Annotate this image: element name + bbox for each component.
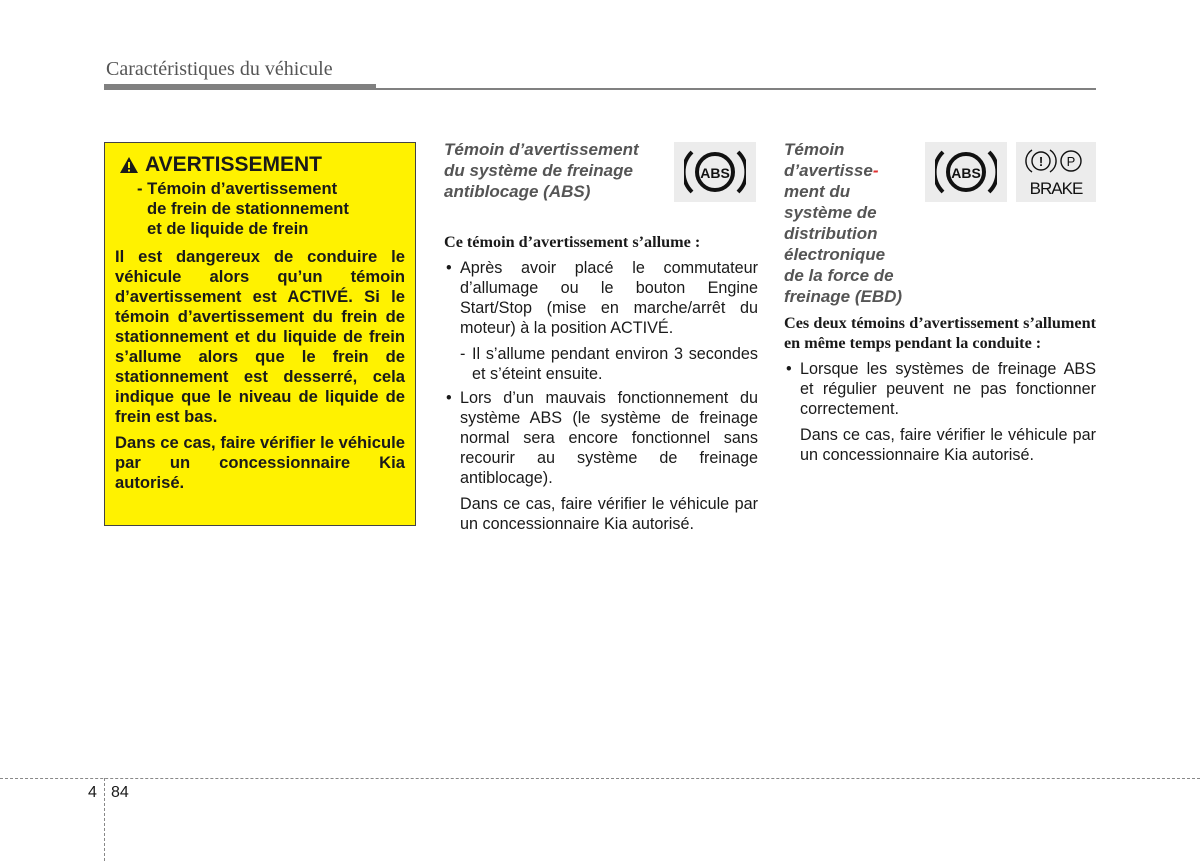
abs-warning-icon [935,146,997,198]
warning-subtitle-line: et de liquide de frein [147,219,309,238]
page-header-title: Caractéristiques du véhicule [106,58,333,80]
bullet-text: Après avoir placé le commutateur d’allumage ou le bouton Engine Start/Stop (mise en marche/arrêt du moteur) à la position ACTIVÉ. [460,259,758,337]
heading-line: distribution [784,224,878,243]
sub-bullet-text: Il s’allume pendant environ 3 secondes et s’éteint ensuite. [472,345,758,383]
header-rule-thin [376,88,1096,90]
bullet-dot: • [446,389,452,407]
brake-excl-label: ! [1038,154,1044,169]
ebd-intro: Ces deux témoins d’avertissement s’allument en même temps pendant la conduite : [784,314,1096,352]
ebd-bullet [784,359,1096,419]
abs-intro: Ce témoin d’avertissement s’allume : [444,233,701,251]
heading-line: ment du [784,182,851,201]
warning-title-text: AVERTISSEMENT [145,153,322,176]
heading-line: d’avertisse- [784,161,879,180]
heading-line: du système de freinage [444,161,633,180]
brake-label: BRAKE [1029,179,1083,198]
footer-divider [104,778,105,861]
brake-p-label: P [1066,154,1076,169]
bullet-text: Lors d’un mauvais fonctionnement du système ABS (le système de freinage normal sera encore fonctionnel sans recourir au système de freinage antiblocage). [460,389,758,487]
warning-subtitle-line: - Témoin d’avertissement [137,179,338,198]
warning-box [104,142,416,526]
abs-icon-label: ABS [951,165,981,181]
warning-triangle-icon [119,156,139,174]
heading-hyphen: - [872,161,879,180]
warning-title [119,153,405,177]
abs-warning-icon [684,146,746,198]
heading-line: électronique [784,245,886,264]
heading-line: de la force de [784,266,894,285]
dash-marker: - [460,345,466,363]
ebd-abs-icon-box [925,142,1007,202]
bullet-dot: • [786,360,792,378]
bullet-text: Lorsque les systèmes de freinage ABS et régulier peuvent ne pas fonctionner correctement. [800,360,1096,418]
heading-line: Témoin [784,140,845,159]
warning-subtitle [137,179,407,239]
warning-subtitle-line: de frein de stationnement [147,199,349,218]
header-rule-thick [104,84,376,90]
warning-paragraph: Dans ce cas, faire vérifier le véhicule par un concessionnaire Kia autorisé. [115,433,405,492]
page-section-number: 4 [88,784,97,801]
ebd-follow-text: Dans ce cas, faire vérifier le véhicule par un concessionnaire Kia autorisé. [800,426,1096,464]
brake-warning-icon [1022,144,1090,200]
brake-icon-box [1016,142,1096,202]
abs-bullet [444,258,758,338]
abs-sub-bullet [444,344,758,384]
bullet-dot: • [446,259,452,277]
heading-line: antiblocage (ABS) [444,182,591,201]
heading-line: Témoin d’avertissement [444,140,639,159]
footer-rule [0,778,1200,779]
page-number: 84 [111,784,129,801]
abs-icon-label: ABS [700,165,730,181]
warning-paragraph: Il est dangereux de conduire le véhicule alors qu’un témoin d’avertissement est ACTIVÉ. Si le témoin d’avertissement du frein de stationnement et du liquide de frein s’allume alors que le frein de stationnement est desserré, cela indique que le niveau de liquide de frein est bas. [115,247,405,426]
abs-follow-text: Dans ce cas, faire vérifier le véhicule par un concessionnaire Kia autorisé. [460,495,758,533]
abs-bullet [444,388,758,488]
abs-icon-box [674,142,756,202]
heading-line: système de [784,203,877,222]
heading-line: freinage (EBD) [784,287,903,306]
